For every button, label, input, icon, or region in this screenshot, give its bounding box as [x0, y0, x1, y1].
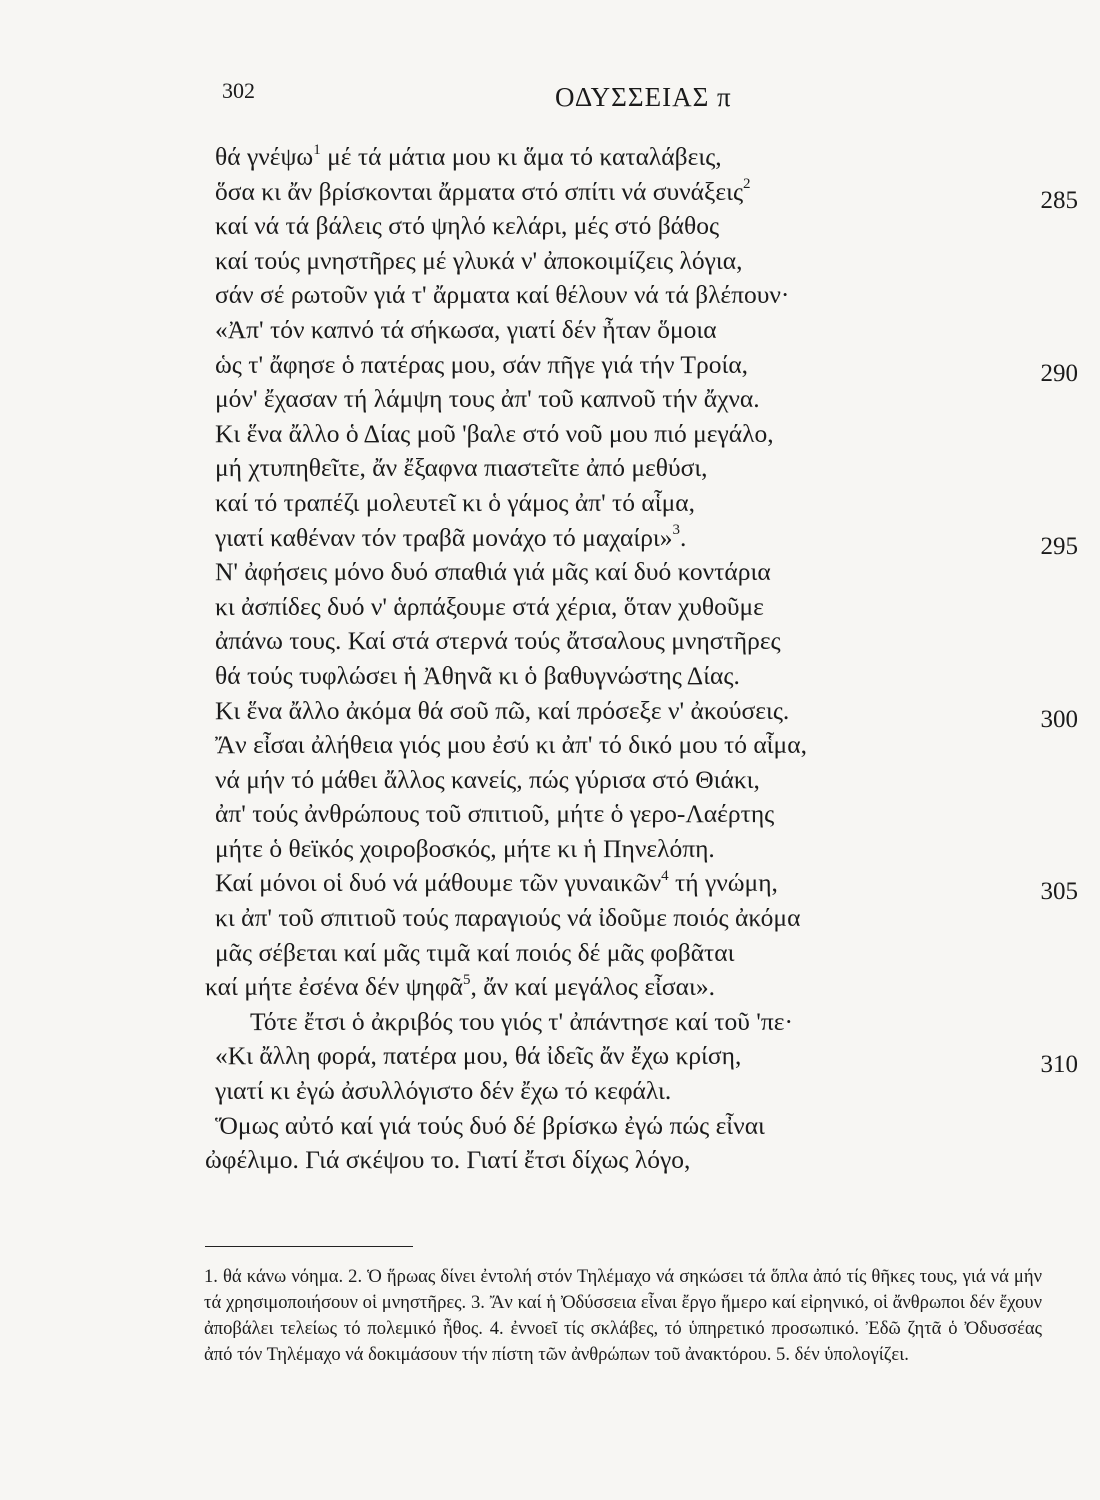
verse-text — [215, 763, 760, 798]
verse-text — [215, 624, 781, 659]
verse-text — [215, 244, 743, 279]
verse-line — [0, 1039, 1100, 1079]
verse-line — [0, 694, 1100, 733]
running-title: ΟΔΥΣΣΕΙΑΣ π — [555, 82, 732, 112]
verse-text — [205, 970, 715, 1005]
verse-text — [215, 901, 800, 936]
verse-line — [0, 970, 1100, 1005]
verse-line — [0, 1005, 1100, 1040]
verse-main-text: μόν' ἔχασαν τή λάμψη τους ἀπ' τοῦ καπνοῦ τήν ἄχνα. — [215, 384, 760, 414]
verse-line — [0, 659, 1100, 694]
verse-text — [215, 659, 740, 694]
verse-main-text: θά τούς τυφλώσει ἡ Ἀθηνᾶ κι ὁ βαθυγνώστης Δίας. — [215, 660, 740, 690]
verse-text — [215, 590, 764, 625]
verse-main-text: ὠφέλιμο. Γιά σκέψου το. Γιατί ἔτσι δίχως λόγο, — [205, 1145, 691, 1175]
verse-rest-text: μέ τά μάτια μου κι ἅμα τό καταλάβεις, — [320, 142, 722, 171]
footnote-marker: 4 — [661, 867, 669, 884]
verse-text — [215, 1039, 741, 1074]
verse-line — [0, 832, 1100, 867]
verse-line — [0, 313, 1100, 348]
verse-text — [215, 1074, 671, 1109]
verse-text — [215, 1109, 765, 1144]
verse-main-text: καί νά τά βάλεις στό ψηλό κελάρι, μές στό βάθος — [215, 211, 720, 241]
verse-text — [215, 140, 722, 175]
verse-rest-text: . — [680, 522, 687, 552]
footnote-marker: 3 — [672, 522, 681, 539]
verse-main-text: Κι ἕνα ἄλλο ὁ Δίας μοῦ 'βαλε στό νοῦ μου πιό μεγάλο, — [215, 418, 774, 448]
verse-text — [215, 382, 760, 417]
verse-text — [215, 521, 686, 556]
verse-main-text: γιατί καθέναν τόν τραβᾶ μονάχο τό μαχαίρι» — [215, 522, 673, 552]
footnote-marker: 5 — [463, 971, 471, 988]
verse-text — [215, 728, 807, 763]
footnotes: 1. θά κάνω νόημα. 2. Ὁ ἥρωας δίνει ἐντολή στόν Τηλέμαχο νά σηκώσει τά ὅπλα ἀπό τίς θῆκες τους, γιά νά μήν τά χρησιμοποιήσουν οἱ μνηστῆρες. 3. Ἄν καί ἡ Ὀδύσσεια εἶναι ἔργο ἥμερο καί εἰρηνικό, οἱ ἄνθρωποι δέν ἔχουν ἀποβάλει τελείως τό πολεμικό ἦθος. 4. ἐννοεῖ τίς σκλάβες, τό ὑπηρετικό προσωπικό. Ἐδῶ ζητᾶ ὁ Ὀδυσσέας ἀπό τόν Τηλέμαχο νά δοκιμάσουν τήν πίστη τῶν ἀνθρώπων τοῦ ἀνακτόρου. 5. δέν ὑπολογίζει. — [204, 1266, 1042, 1365]
verse-main-text: ὡς τ' ἄφησε ὁ πατέρας μου, σάν πῆγε γιά τήν Τροία, — [215, 349, 749, 379]
verse-line — [0, 1143, 1100, 1178]
verse-line — [0, 624, 1100, 659]
line-number: 310 — [1040, 1051, 1078, 1079]
verse-main-text: Ὅμως αὐτό καί γιά τούς δυό δέ βρίσκω ἐγώ πώς εἶναι — [215, 1110, 765, 1140]
verse-line — [0, 348, 1100, 387]
verse-text — [215, 209, 719, 244]
verse-line — [0, 728, 1100, 763]
verse-line — [0, 901, 1100, 936]
verse-main-text: καί τούς μνηστῆρες μέ γλυκά ν' ἀποκοιμίζεις λόγια, — [215, 245, 743, 275]
line-number: 285 — [1040, 186, 1078, 214]
line-number: 300 — [1040, 705, 1078, 733]
verse-main-text: σάν σέ ρωτοῦν γιά τ' ἄρματα καί θέλουν νά τά βλέπουν· — [215, 280, 790, 310]
verse-rest-text: τή γνώμη, — [668, 868, 778, 898]
verse-text — [215, 451, 708, 486]
verse-text — [215, 313, 717, 348]
verse-text — [215, 866, 778, 901]
verse-text — [215, 175, 751, 210]
verse-main-text: γιατί κι ἐγώ ἀσυλλόγιστο δέν ἔχω τό κεφάλι. — [215, 1076, 672, 1106]
verse-line — [0, 763, 1100, 798]
verse-main-text: «Ἀπ' τόν καπνό τά σήκωσα, γιατί δέν ἦταν ὅμοια — [215, 314, 717, 344]
verse-text — [215, 348, 748, 383]
verse-line — [0, 590, 1100, 625]
verse-line — [0, 866, 1100, 906]
verse-main-text: Ν' ἀφήσεις μόνο δυό σπαθιά γιά μᾶς καί δυό κοντάρια — [215, 557, 771, 587]
verse-main-text: μή χτυπηθεῖτε, ἄν ἔξαφνα πιαστεῖτε ἀπό μεθύσι, — [215, 453, 708, 483]
line-number: 295 — [1040, 532, 1078, 560]
verse-main-text: νά μήν τό μάθει ἄλλος κανείς, πώς γύρισα στό Θιάκι, — [215, 764, 760, 794]
verse-main-text: Καί μόνοι οἱ δυό νά μάθουμε τῶν γυναικῶν — [215, 868, 662, 898]
verse-rest-text: , ἄν καί μεγάλος εἶσαι». — [470, 972, 715, 1002]
verse-line — [0, 486, 1100, 521]
verse-line — [0, 382, 1100, 417]
verse-main-text: κι ἀπ' τοῦ σπιτιοῦ τούς παραγιούς νά ἰδοῦμε ποιός ἀκόμα — [215, 903, 801, 933]
verse-main-text: «Κι ἄλλη φορά, πατέρα μου, θά ἰδεῖς ἄν ἔχω κρίση, — [215, 1041, 742, 1071]
verse-text — [215, 278, 789, 313]
verse-line — [0, 1109, 1100, 1144]
verse-text — [215, 486, 695, 521]
verse-line — [0, 936, 1100, 971]
verse-main-text: Ἄν εἶσαι ἀλήθεια γιός μου ἐσύ κι ἀπ' τό δικό μου τό αἷμα, — [215, 730, 807, 760]
line-number: 290 — [1040, 359, 1078, 387]
verse-main-text: ἀπ' τούς ἀνθρώπους τοῦ σπιτιοῦ, μήτε ὁ γερο-Λαέρτης — [215, 799, 775, 829]
footnote-marker: 2 — [743, 176, 751, 193]
verse-line — [0, 278, 1100, 313]
line-number: 305 — [1040, 878, 1078, 906]
verse-main-text: ὅσα κι ἄν βρίσκονται ἄρματα στό σπίτι νά συνάξεις — [215, 176, 744, 206]
verse-main-text: καί μήτε ἐσένα δέν ψηφᾶ — [205, 972, 463, 1002]
verse-text — [215, 797, 774, 832]
verse-text — [215, 832, 715, 867]
verse-main-text: μᾶς σέβεται καί μᾶς τιμᾶ καί ποιός δέ μᾶς φοβᾶται — [215, 937, 735, 967]
verse-line — [0, 1074, 1100, 1109]
verse-text — [215, 417, 774, 452]
verse-text — [250, 1005, 793, 1040]
verse-text — [215, 694, 789, 729]
verse-main-text: Κι ἕνα ἄλλο ἀκόμα θά σοῦ πῶ, καί πρόσεξε ν' ἀκούσεις. — [215, 695, 790, 725]
verse-text — [205, 1143, 690, 1178]
verse-line — [0, 209, 1100, 244]
verse-main-text: Τότε ἔτσι ὁ ἀκριβός του γιός τ' ἀπάντησε καί τοῦ 'πε· — [250, 1006, 793, 1036]
footnote-marker: 1 — [313, 141, 321, 158]
verse-line — [0, 417, 1100, 452]
footnote-rule — [205, 1246, 413, 1247]
verse-line — [0, 140, 1100, 175]
verse-main-text: μήτε ὁ θεϊκός χοιροβοσκός, μήτε κι ἡ Πηνελόπη. — [215, 833, 715, 863]
verse-line — [0, 797, 1100, 832]
verse-line — [0, 244, 1100, 279]
verse-line — [0, 175, 1100, 214]
verse-main-text: κι ἀσπίδες δυό ν' ἁρπάξουμε στά χέρια, ὅταν χυθοῦμε — [215, 591, 764, 621]
page-number: 302 — [222, 78, 255, 103]
verse-main-text: καί τό τραπέζι μολευτεῖ κι ὁ γάμος ἀπ' τό αἷμα, — [215, 487, 696, 517]
verse-block — [0, 140, 1100, 1178]
verse-text — [215, 936, 735, 971]
verse-line — [0, 555, 1100, 590]
verse-line — [0, 451, 1100, 486]
verse-text — [215, 555, 771, 590]
verse-main-text: ἀπάνω τους. Καί στά στερνά τούς ἄτσαλους μνηστῆρες — [215, 626, 781, 656]
verse-line — [0, 521, 1100, 560]
verse-main-text: θά γνέψω — [215, 142, 314, 171]
